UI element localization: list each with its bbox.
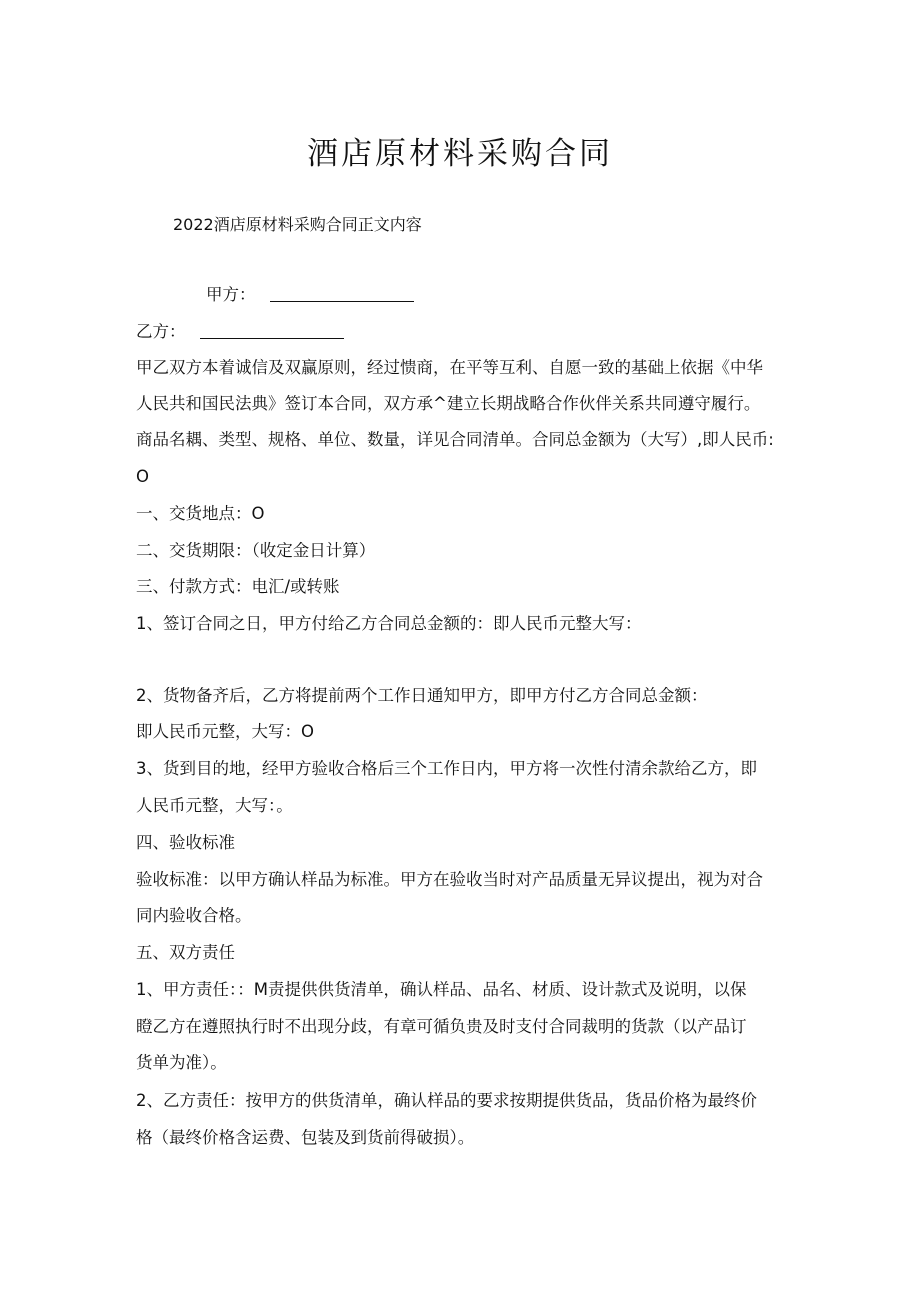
section-responsibilities: 五、双方责任 bbox=[136, 943, 235, 962]
body-line: 人民共和国民法典》签订本合同，双方承^建立长期战略合作伙伴关系共同遵守履行。 bbox=[136, 394, 761, 413]
body-line: 即人民币元整，大写：O bbox=[136, 722, 314, 741]
body-line: 人民币元整，大写：。 bbox=[136, 796, 293, 815]
payment-clause-2: 2、货物备齐后，乙方将提前两个工作日通知甲方，即甲方付乙方合同总金额： bbox=[136, 686, 708, 705]
body-line: O bbox=[136, 467, 149, 486]
party-b-label: 乙方： bbox=[136, 322, 186, 341]
payment-clause-3: 3、货到目的地，经甲方验收合格后三个工作日内，甲方将一次性付清余款给乙方，即 bbox=[136, 759, 757, 778]
body-line: 商品名耦、类型、规格、单位、数量，详见合同清单。合同总金额为（大写）,即人民币: bbox=[136, 430, 774, 449]
responsibility-party-b: 2、乙方责任：按甲方的供货清单，确认样品的要求按期提供货品，货品价格为最终价 bbox=[136, 1091, 757, 1110]
party-a-line bbox=[206, 284, 856, 306]
party-b-line bbox=[136, 321, 786, 343]
section-delivery-term: 二、交货期限：（收定金日计算） bbox=[136, 541, 376, 560]
body-line: 甲乙双方本着诚信及双赢原则，经过愦商，在平等互利、自愿一致的基础上依据《中华 bbox=[136, 358, 763, 377]
body-line: 同内验收合格。 bbox=[136, 906, 252, 925]
responsibility-party-a: 1、甲方责任：：M责提供供货清单，确认样品、品名、材质、设计款式及说明，以保 bbox=[136, 980, 747, 999]
document-subtitle: 2022酒店原材料采购合同正文内容 bbox=[173, 215, 422, 234]
section-delivery-place: 一、交货地点：O bbox=[136, 504, 265, 523]
section-acceptance: 四、验收标准 bbox=[136, 833, 235, 852]
body-line: 格（最终价格含运费、包装及到货前得破损）。 bbox=[136, 1128, 475, 1147]
body-line: 货单为准）。 bbox=[136, 1053, 227, 1072]
party-a-blank bbox=[270, 285, 414, 302]
party-b-blank bbox=[200, 322, 344, 339]
party-a-label: 甲方： bbox=[206, 285, 256, 304]
section-payment-method: 三、付款方式：电汇/或转账 bbox=[136, 577, 340, 596]
payment-clause-1: 1、签订合同之日，甲方付给乙方合同总金额的：即人民币元整大写： bbox=[136, 614, 642, 633]
document-title: 酒店原材料采购合同 bbox=[307, 136, 613, 172]
body-line: 验收标准：以甲方确认样品为标准。甲方在验收当时对产品质量无异议提出，视为对合 bbox=[136, 870, 763, 889]
body-line: 瞪乙方在遵照执行时不出现分歧，有章可循负贵及时支付合同裁明的货款（以产品订 bbox=[136, 1017, 747, 1036]
